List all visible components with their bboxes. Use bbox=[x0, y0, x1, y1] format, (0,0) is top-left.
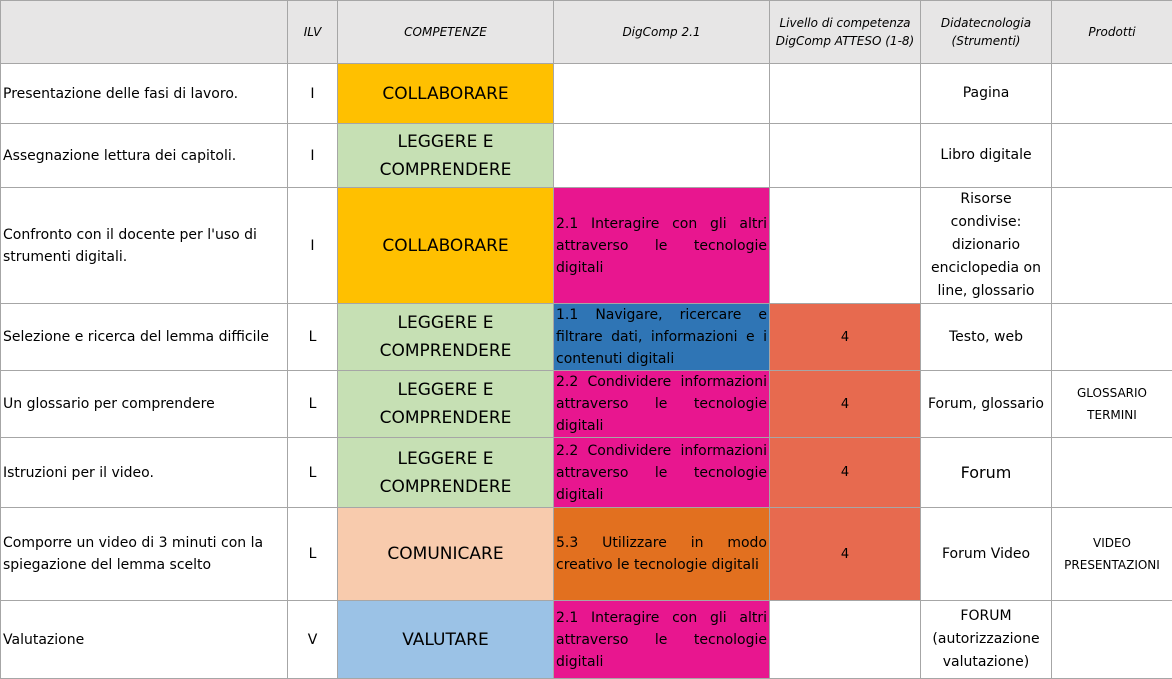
header-row bbox=[1, 1, 1172, 64]
header-prodotti: Prodotti bbox=[1052, 1, 1172, 64]
digcomp-cell: 5.3 Utilizzare in modo creativo le tecnologie digitali bbox=[554, 508, 770, 601]
product-cell bbox=[1052, 438, 1172, 508]
activity-cell: Selezione e ricerca del lemma difficile bbox=[1, 304, 288, 371]
activity-cell: Assegnazione lettura dei capitoli. bbox=[1, 124, 288, 188]
activity-cell: Presentazione delle fasi di lavoro. bbox=[1, 64, 288, 124]
level-cell: 4 bbox=[770, 508, 921, 601]
product-cell bbox=[1052, 64, 1172, 124]
table-row bbox=[1, 124, 1172, 188]
activity-cell: Valutazione bbox=[1, 601, 288, 679]
header-didatecnologia bbox=[921, 1, 1052, 64]
digcomp-cell: 1.1 Navigare, ricercare e filtrare dati, informazioni e i contenuti digitali bbox=[554, 304, 770, 371]
level-cell: 4 bbox=[770, 371, 921, 438]
tool-cell: Testo, web bbox=[921, 304, 1052, 371]
ilv-cell: I bbox=[288, 64, 338, 124]
tool-cell: Pagina bbox=[921, 64, 1052, 124]
header-competenze: COMPETENZE bbox=[338, 1, 554, 64]
competenza-cell: LEGGERE E COMPRENDERE bbox=[338, 438, 554, 508]
table-row bbox=[1, 188, 1172, 304]
activity-cell: Confronto con il docente per l'uso di strumenti digitali. bbox=[1, 188, 288, 304]
competenza-cell: VALUTARE bbox=[338, 601, 554, 679]
level-cell bbox=[770, 64, 921, 124]
digcomp-cell: 2.1 Interagire con gli altri attraverso le tecnologie digitali bbox=[554, 601, 770, 679]
ilv-cell: L bbox=[288, 508, 338, 601]
digcomp-cell: 2.2 Condividere informazioni attraverso le tecnologie digitali bbox=[554, 371, 770, 438]
digcomp-cell: 2.1 Interagire con gli altri attraverso le tecnologie digitali bbox=[554, 188, 770, 304]
tool-cell: Libro digitale bbox=[921, 124, 1052, 188]
ilv-cell: L bbox=[288, 371, 338, 438]
tool-cell: Risorse condivise: dizionario enciclopedia on line, glossario bbox=[921, 188, 1052, 304]
table-row bbox=[1, 508, 1172, 601]
competenza-cell: COLLABORARE bbox=[338, 64, 554, 124]
level-cell: 4 bbox=[770, 438, 921, 508]
header-livello bbox=[770, 1, 921, 64]
ilv-cell: V bbox=[288, 601, 338, 679]
table-row bbox=[1, 371, 1172, 438]
competenza-cell: COLLABORARE bbox=[338, 188, 554, 304]
table-row bbox=[1, 601, 1172, 679]
activity-cell: Comporre un video di 3 minuti con la spiegazione del lemma scelto bbox=[1, 508, 288, 601]
competenza-cell: LEGGERE E COMPRENDERE bbox=[338, 304, 554, 371]
competenza-cell: COMUNICARE bbox=[338, 508, 554, 601]
product-cell bbox=[1052, 124, 1172, 188]
activity-cell: Istruzioni per il video. bbox=[1, 438, 288, 508]
tool-cell: FORUM (autorizzazione valutazione) bbox=[921, 601, 1052, 679]
level-cell bbox=[770, 124, 921, 188]
digcomp-cell bbox=[554, 124, 770, 188]
ilv-cell: I bbox=[288, 124, 338, 188]
table-row bbox=[1, 438, 1172, 508]
digcomp-cell bbox=[554, 64, 770, 124]
activity-cell: Un glossario per comprendere bbox=[1, 371, 288, 438]
tool-cell: Forum Video bbox=[921, 508, 1052, 601]
header-didatecnologia-line1: Didatecnologia bbox=[941, 16, 1031, 30]
ilv-cell: L bbox=[288, 304, 338, 371]
header-didatecnologia-line2: (Strumenti) bbox=[952, 34, 1021, 48]
product-cell: VIDEO PRESENTAZIONI bbox=[1052, 508, 1172, 601]
competenza-cell: LEGGERE E COMPRENDERE bbox=[338, 124, 554, 188]
header-activity bbox=[1, 1, 288, 64]
header-livello-line1: Livello di competenza bbox=[779, 16, 910, 30]
level-cell: 4 bbox=[770, 304, 921, 371]
header-livello-line2: DigComp ATTESO (1-8) bbox=[776, 34, 914, 48]
level-cell bbox=[770, 601, 921, 679]
header-digcomp: DigComp 2.1 bbox=[554, 1, 770, 64]
ilv-cell: I bbox=[288, 188, 338, 304]
header-ilv: ILV bbox=[288, 1, 338, 64]
table-row bbox=[1, 64, 1172, 124]
tool-cell: Forum, glossario bbox=[921, 371, 1052, 438]
product-cell bbox=[1052, 601, 1172, 679]
product-cell bbox=[1052, 304, 1172, 371]
level-cell bbox=[770, 188, 921, 304]
ilv-cell: L bbox=[288, 438, 338, 508]
digcomp-cell: 2.2 Condividere informazioni attraverso le tecnologie digitali bbox=[554, 438, 770, 508]
competenza-cell: LEGGERE E COMPRENDERE bbox=[338, 371, 554, 438]
product-cell bbox=[1052, 188, 1172, 304]
product-cell: GLOSSARIO TERMINI bbox=[1052, 371, 1172, 438]
tool-cell: Forum bbox=[921, 438, 1052, 508]
table-row bbox=[1, 304, 1172, 371]
